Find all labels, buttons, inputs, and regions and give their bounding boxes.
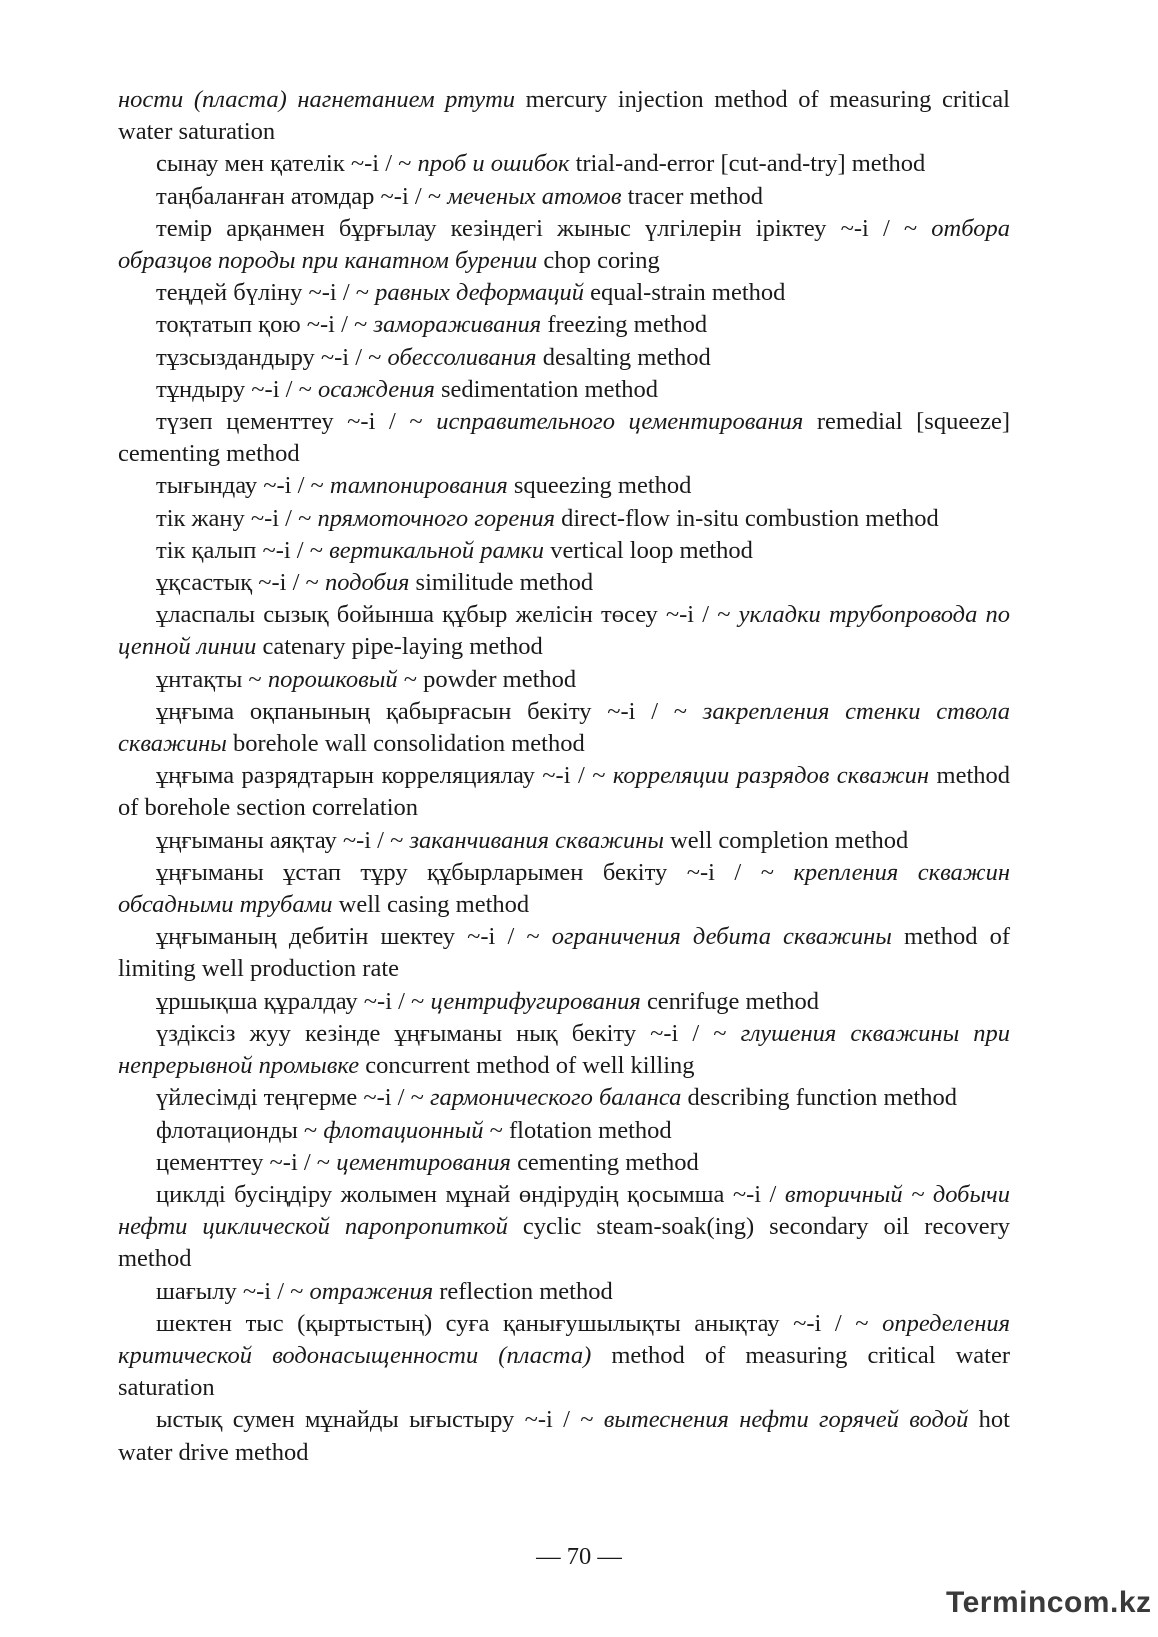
dictionary-entry: [118, 1404, 1010, 1468]
dictionary-entry: [118, 1179, 1010, 1276]
dictionary-entry: [118, 760, 1010, 824]
entry-text: циклді бусіңдіру жолымен мұнай өндірудің қосымша ~-і /: [156, 1180, 785, 1208]
dictionary-entry: [118, 986, 1010, 1018]
entry-text: squeezing method: [507, 472, 692, 500]
dictionary-entry: [118, 1082, 1010, 1114]
entry-text: үздіксіз жуу кезінде ұңғыманы нық бекіту ~-і / ~: [156, 1019, 741, 1047]
entry-text: remedial [squeeze] cementing method: [118, 408, 1010, 468]
entry-text: hot water drive method: [118, 1406, 1010, 1466]
dictionary-entry: [118, 696, 1010, 760]
entry-text: method of borehole section correlation: [118, 762, 1010, 822]
entry-text: тұзсыздандыру ~-і / ~: [156, 343, 388, 371]
russian-term: тампонирования: [329, 472, 508, 500]
entry-text: method of limiting well production rate: [118, 923, 1010, 983]
entry-text: reflection method: [433, 1277, 613, 1305]
russian-term: гармонического баланса: [430, 1084, 682, 1112]
russian-term: определения критической водонасыщенности (пласта): [118, 1309, 1010, 1369]
entry-text: шектен тыс (қыртыстың) суға қанығушылықты анықтау ~-і / ~: [156, 1309, 883, 1337]
entry-text: тоқтатып қою ~-і / ~: [156, 311, 374, 339]
entry-text: тік қалып ~-і / ~: [156, 536, 330, 564]
dictionary-entry: [118, 84, 1010, 148]
dictionary-entry: [118, 181, 1010, 213]
dictionary-entry: [118, 857, 1010, 921]
entry-text: trial-and-error [cut-and-try] method: [569, 150, 926, 178]
dictionary-entry: [118, 309, 1010, 341]
entry-text: шағылу ~-і / ~: [156, 1277, 310, 1305]
russian-term: замораживания: [373, 311, 542, 339]
russian-term: закрепления стенки ствола скважины: [118, 697, 1010, 758]
dictionary-entry: [118, 825, 1010, 857]
russian-term: вторичный ~ добычи нефти циклической паропропиткой: [118, 1180, 1010, 1241]
entry-text: ұласпалы сызық бойынша құбыр желісін төсеу ~-і / ~: [156, 601, 739, 629]
russian-term: равных деформаций: [375, 279, 584, 307]
russian-term: обессоливания: [387, 343, 537, 371]
entry-text: vertical loop method: [544, 536, 753, 564]
russian-term: цементирования: [336, 1148, 511, 1176]
entry-text: ұқсастық ~-і / ~: [156, 569, 325, 597]
dictionary-entry: [118, 1018, 1010, 1082]
entry-text: флотационды ~: [156, 1116, 324, 1144]
dictionary-entry: [118, 213, 1010, 277]
entry-text: catenary pipe-laying method: [256, 633, 543, 661]
entry-text: темір арқанмен бұрғылау кезіндегі жыныс үлгілерін іріктеу ~-і / ~: [156, 214, 932, 242]
russian-term: подобия: [324, 569, 410, 597]
dictionary-entry: [118, 148, 1010, 180]
russian-term: флотационный: [323, 1116, 484, 1144]
site-logo: Termincom.kz: [946, 1586, 1152, 1619]
entry-text: ұнтақты ~: [156, 665, 268, 693]
dictionary-entry: [118, 599, 1010, 663]
russian-term: отбора образцов породы при канатном бурении: [118, 214, 1010, 275]
dictionary-entry: [118, 470, 1010, 502]
dictionary-entry: [118, 567, 1010, 599]
russian-term: глушения скважины при непрерывной промывке: [118, 1019, 1010, 1080]
page-number: — 70 —: [536, 1543, 622, 1570]
russian-term: заканчивания скважины: [409, 826, 664, 854]
entry-text: тұндыру ~-і / ~: [156, 375, 318, 403]
entry-text: ұңғыма оқпанының қабырғасын бекіту ~-і / ~: [156, 697, 703, 725]
entry-text: describing function method: [681, 1084, 957, 1112]
russian-term: отражения: [309, 1277, 434, 1305]
entry-text: chop coring: [537, 247, 660, 275]
entry-text: cyclic steam-soak(ing) secondary oil recovery method: [118, 1213, 1010, 1273]
entry-text: well casing method: [332, 891, 530, 919]
entry-text: ыстық сумен мұнайды ығыстыру ~-і / ~: [156, 1406, 604, 1434]
entry-text: cementing method: [510, 1148, 699, 1176]
entry-text: concurrent method of well killing: [359, 1052, 695, 1080]
dictionary-entry: [118, 1276, 1010, 1308]
entry-text: тығындау ~-і / ~: [156, 472, 330, 500]
entry-text: freezing method: [541, 311, 708, 339]
entry-text: direct-flow in-situ combustion method: [555, 504, 939, 532]
russian-term: прямоточного горения: [317, 504, 556, 532]
entry-text: desalting method: [536, 343, 711, 371]
entry-text: borehole wall consolidation method: [226, 730, 585, 758]
russian-term: порошковый: [267, 665, 398, 693]
dictionary-entry: [118, 664, 1010, 696]
dictionary-entry: [118, 277, 1010, 309]
entry-text: mercury injection method of measuring critical water saturation: [118, 86, 1010, 146]
dictionary-entry: [118, 1308, 1010, 1405]
entry-text: similitude method: [409, 569, 594, 597]
entry-text: теңдей бүліну ~-і / ~: [156, 279, 376, 307]
dictionary-entry: [118, 535, 1010, 567]
entry-text: equal-strain method: [584, 279, 786, 307]
russian-term: укладки трубопровода по цепной линии: [118, 601, 1010, 661]
russian-term: ности (пласта) нагнетанием ртути: [118, 86, 516, 113]
russian-term: исправительного цементирования: [436, 408, 804, 436]
dictionary-entries: [118, 84, 1010, 1469]
entry-text: таңбаланған атомдар ~-і / ~: [156, 182, 448, 210]
dictionary-entry: [118, 1115, 1010, 1147]
entry-text: ұршықша құралдау ~-і / ~: [156, 987, 431, 1015]
entry-text: үйлесімді теңгерме ~-і / ~: [156, 1084, 430, 1112]
russian-term: вытеснения нефти горячей водой: [603, 1406, 969, 1434]
entry-text: ~ powder method: [397, 665, 577, 693]
russian-term: осаждения: [317, 375, 435, 403]
entry-text: well completion method: [663, 826, 909, 854]
russian-term: меченых атомов: [447, 182, 622, 210]
russian-term: ограничения дебита скважины: [551, 923, 892, 951]
dictionary-entry: [118, 406, 1010, 470]
entry-text: ұңғыманың дебитін шектеу ~-і / ~: [156, 923, 552, 951]
entry-text: ұңғыманы аяқтау ~-і / ~: [156, 826, 410, 854]
dictionary-entry: [118, 921, 1010, 985]
entry-text: ~ flotation method: [483, 1116, 672, 1144]
russian-term: проб и ошибок: [417, 150, 570, 178]
russian-term: корреляции разрядов скважин: [612, 762, 930, 790]
entry-text: sedimentation method: [434, 375, 659, 403]
entry-text: tracer method: [621, 182, 763, 210]
entry-text: тік жану ~-і / ~: [156, 504, 318, 532]
entry-text: сынау мен қателік ~-і / ~: [156, 150, 418, 178]
dictionary-entry: [118, 503, 1010, 535]
dictionary-entry: [118, 342, 1010, 374]
russian-term: центрифугирования: [430, 987, 641, 1015]
russian-term: вертикальной рамки: [329, 536, 545, 564]
entry-text: ұңғыманы ұстап тұру құбырларымен бекіту ~-і / ~: [156, 858, 794, 886]
entry-text: ұңғыма разрядтарын корреляциялау ~-і / ~: [156, 762, 613, 790]
russian-term: крепления скважин обсадными трубами: [118, 858, 1011, 919]
entry-text: цементтеу ~-і / ~: [156, 1148, 337, 1176]
entry-text: method of measuring critical water saturation: [118, 1341, 1010, 1402]
dictionary-entry: [118, 1147, 1010, 1179]
entry-text: түзеп цементтеу ~-і / ~: [156, 408, 437, 436]
entry-text: cenrifuge method: [640, 987, 820, 1015]
dictionary-entry: [118, 374, 1010, 406]
